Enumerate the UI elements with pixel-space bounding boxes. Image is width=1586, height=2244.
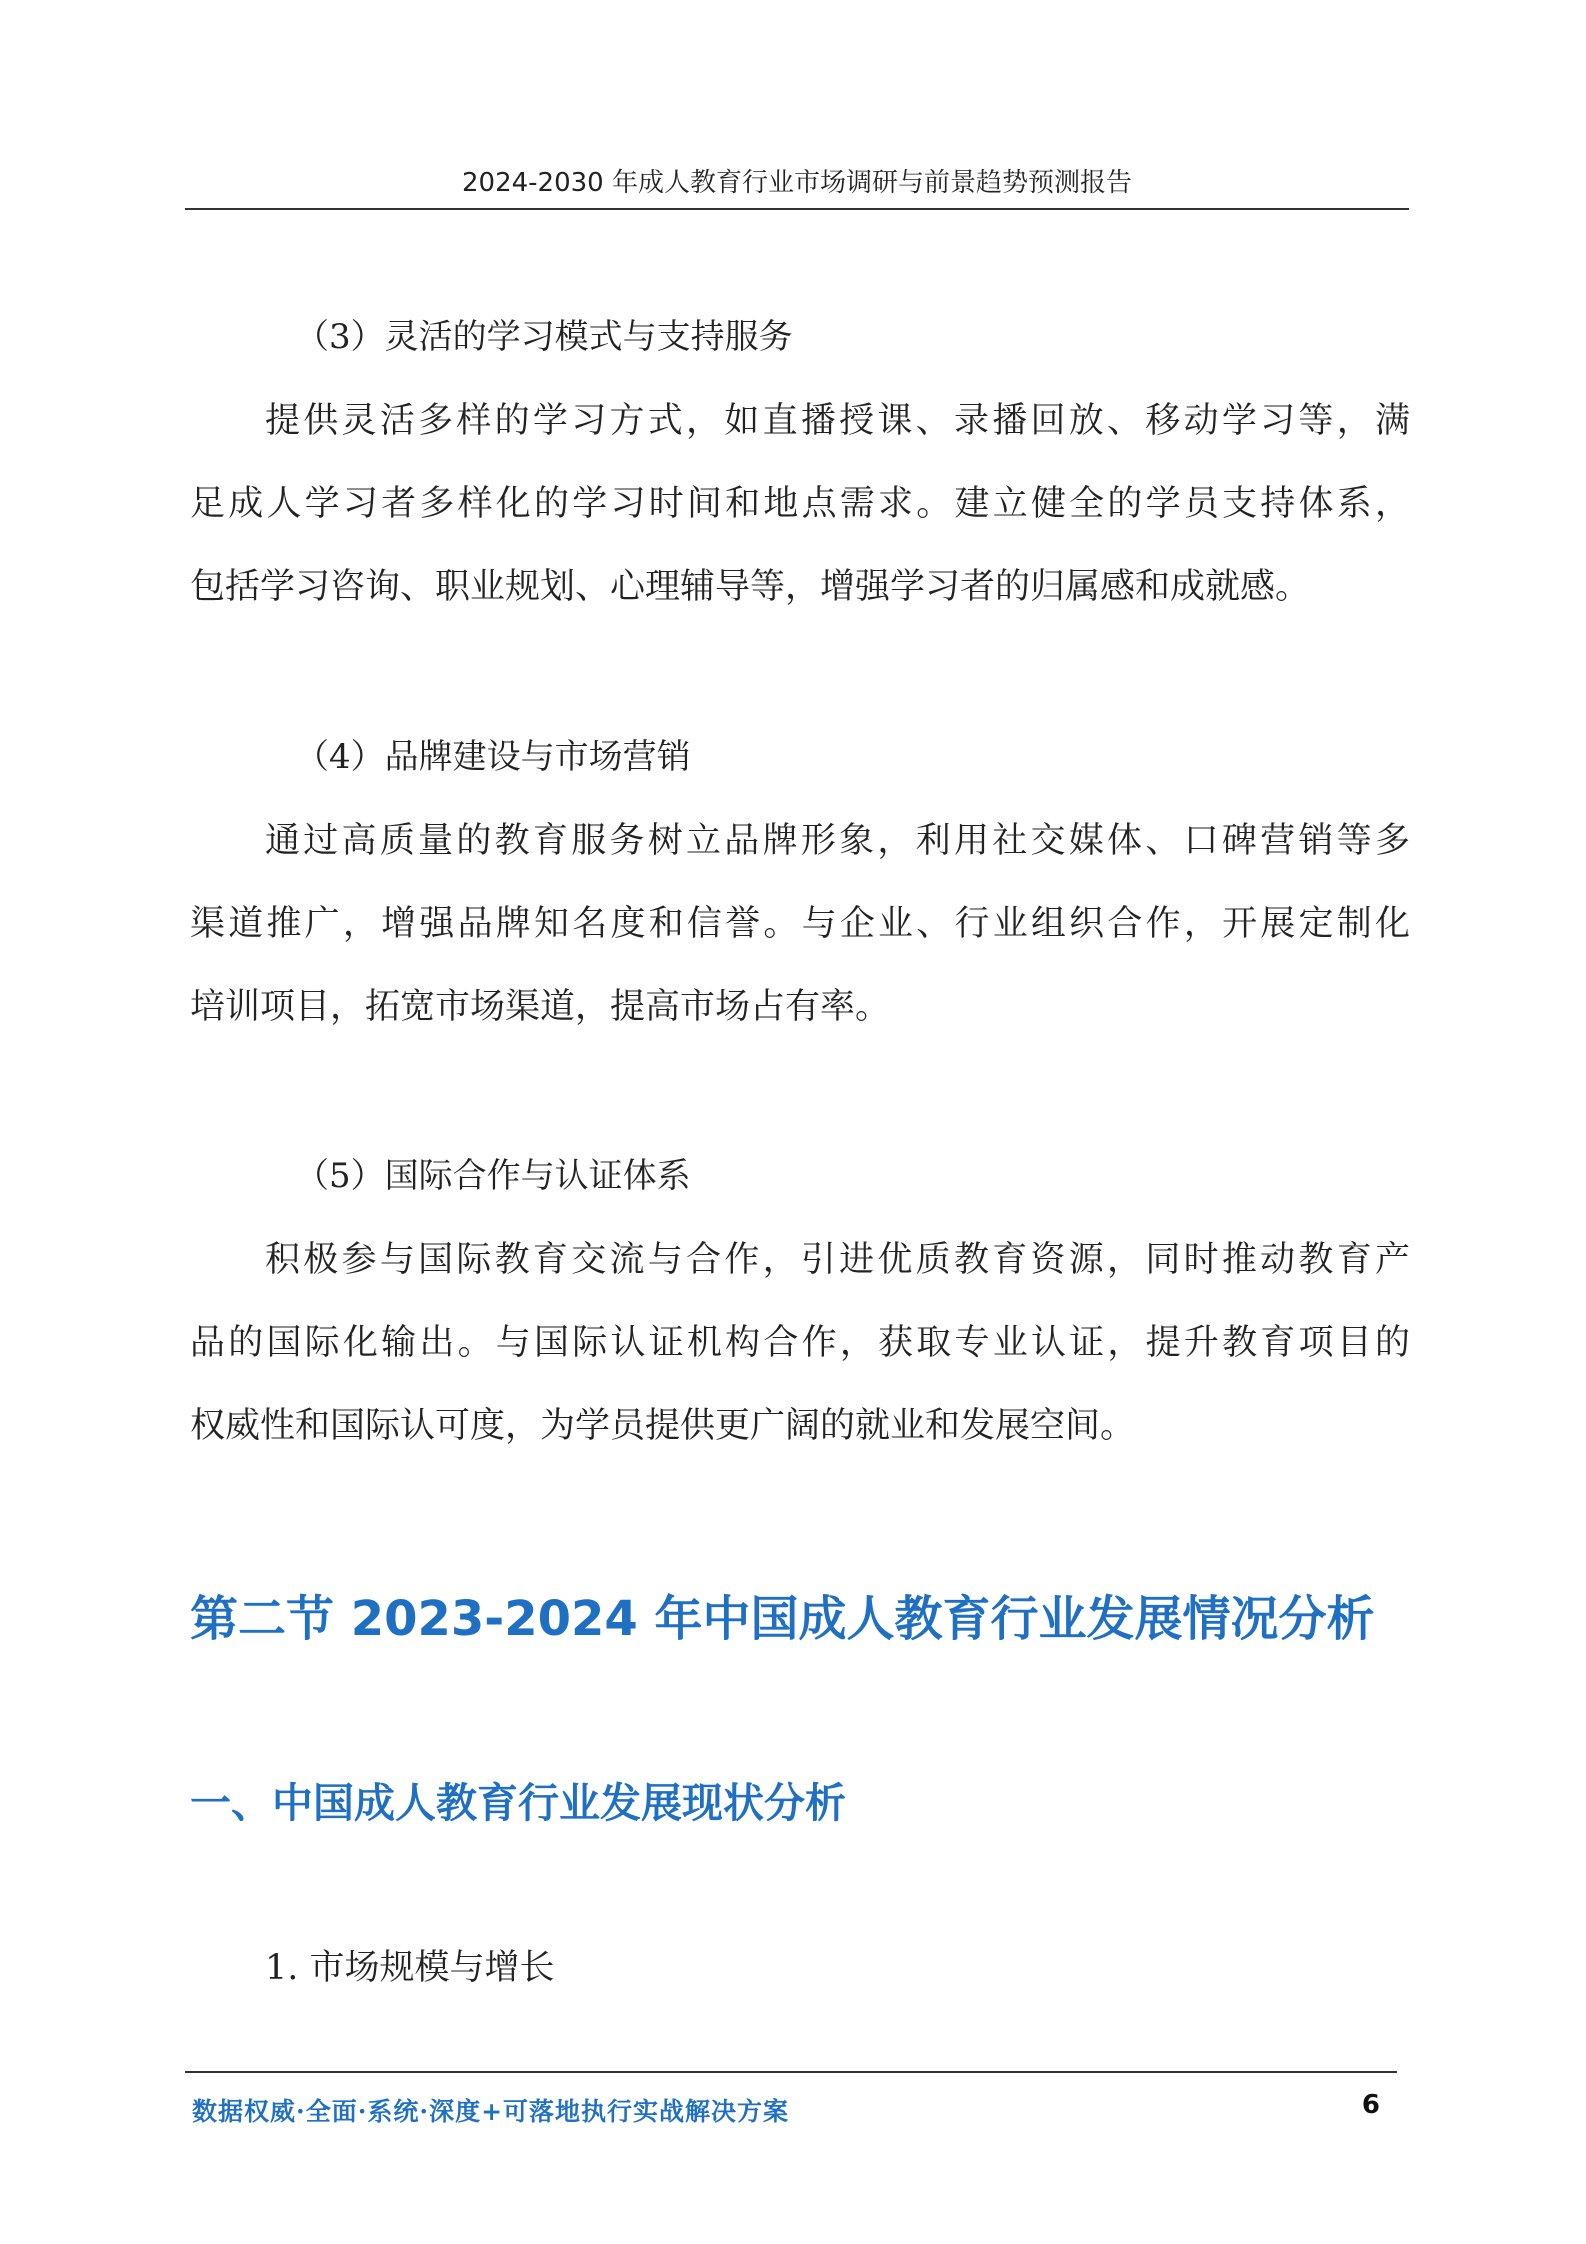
subsection-title: 一、中国成人教育行业发展现状分析 xyxy=(190,1779,846,1827)
footer-slogan: 数据权威·全面·系统·深度+可落地执行实战解决方案 xyxy=(192,2097,790,2126)
subheading-brand-marketing: （4）品牌建设与市场营销 xyxy=(295,737,691,777)
paragraph-line: 积极参与国际教育交流与合作，引进优质教育资源，同时推动教育产 xyxy=(265,1240,1410,1280)
paragraph-line: 品的国际化输出。与国际认证机构合作，获取专业认证，提升教育项目的 xyxy=(190,1323,1410,1363)
footer-divider xyxy=(185,2071,1397,2073)
paragraph-line: 渠道推广，增强品牌知名度和信誉。与企业、行业组织合作，开展定制化 xyxy=(190,904,1410,944)
paragraph-line: 通过高质量的教育服务树立品牌形象，利用社交媒体、口碑营销等多 xyxy=(265,821,1410,861)
subheading-flexible-learning: （3）灵活的学习模式与支持服务 xyxy=(295,317,793,357)
paragraph-line: 提供灵活多样的学习方式，如直播授课、录播回放、移动学习等，满 xyxy=(265,401,1410,441)
paragraph-line: 包括学习咨询、职业规划、心理辅导等，增强学习者的归属感和成就感。 xyxy=(190,567,1311,607)
subheading-international-cooperation: （5）国际合作与认证体系 xyxy=(295,1156,691,1196)
section-title: 第二节 2023-2024 年中国成人教育行业发展情况分析 xyxy=(190,1591,1375,1647)
page-number: 6 xyxy=(1361,2090,1380,2120)
list-item-market-size: 1. 市场规模与增长 xyxy=(265,1948,555,1988)
paragraph-international-cooperation xyxy=(190,1219,1410,1468)
paragraph-line: 足成人学习者多样化的学习时间和地点需求。建立健全的学员支持体系， xyxy=(190,484,1410,524)
paragraph-brand-marketing xyxy=(190,800,1410,1049)
paragraph-flexible-learning xyxy=(190,380,1410,629)
page-header-title: 2024-2030 年成人教育行业市场调研与前景趋势预测报告 xyxy=(462,168,1132,198)
paragraph-line: 培训项目，拓宽市场渠道，提高市场占有率。 xyxy=(190,987,891,1027)
paragraph-line: 权威性和国际认可度，为学员提供更广阔的就业和发展空间。 xyxy=(190,1406,1136,1446)
header-divider xyxy=(185,208,1409,210)
